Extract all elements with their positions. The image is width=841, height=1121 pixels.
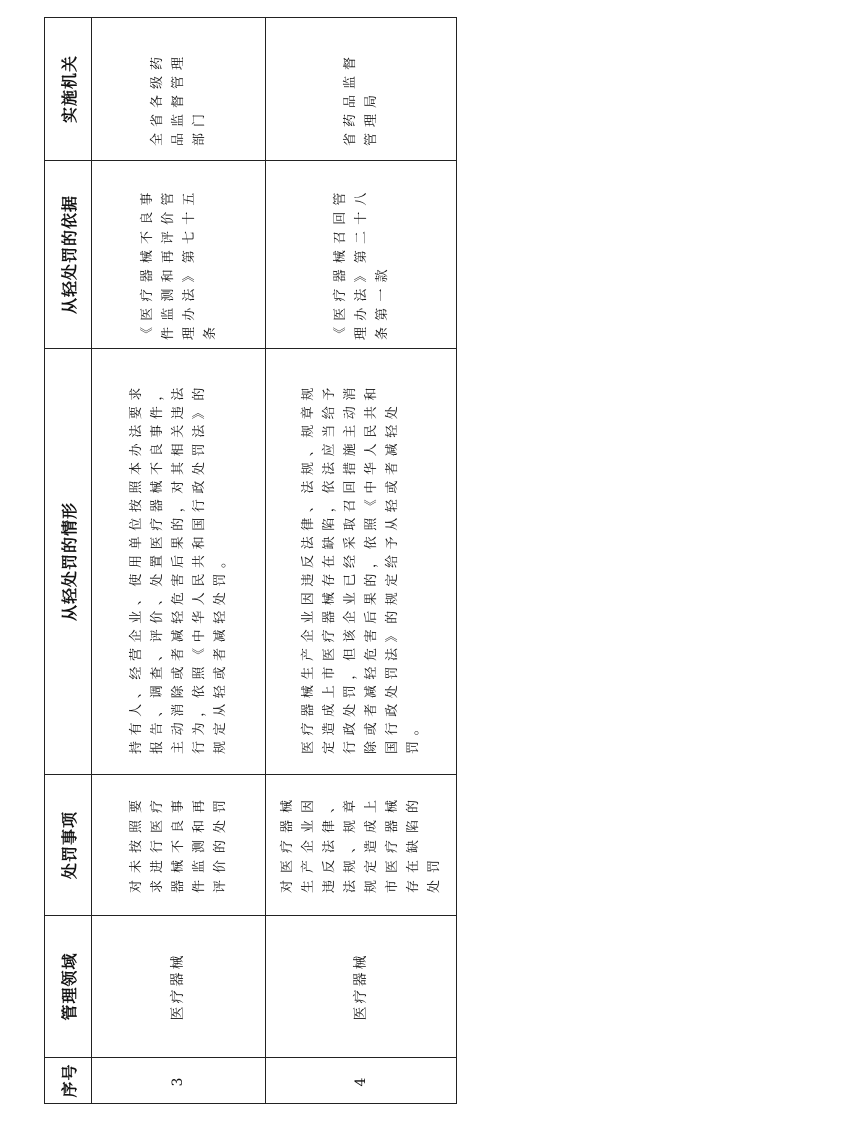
cell-seq: 4 (266, 1058, 457, 1104)
header-seq: 序号 (45, 1058, 92, 1104)
header-matter: 处罚事项 (45, 775, 92, 916)
cell-seq: 3 (92, 1058, 266, 1104)
header-basis: 从轻处罚的依据 (45, 161, 92, 349)
cell-basis: 《医疗器械召回管理办法》第二十八条第一款 (266, 161, 457, 349)
cell-matter: 对医疗器械生产企业因违反法律、法规、规章规定造成上市医疗器械存在缺陷的处罚 (266, 775, 457, 916)
cell-authority: 省药品监督管理局 (266, 18, 457, 161)
header-domain: 管理领域 (45, 916, 92, 1058)
header-authority: 实施机关 (45, 18, 92, 161)
cell-domain: 医疗器械 (266, 916, 457, 1058)
header-row (45, 18, 92, 1104)
table-row (92, 18, 266, 1104)
cell-matter: 对未按照要求进行医疗器械不良事件监测和再评价的处罚 (92, 775, 266, 916)
header-situation: 从轻处罚的情形 (45, 349, 92, 775)
cell-situation: 医疗器械生产企业因违反法律、法规、规章规定造成上市医疗器械存在缺陷，依法应当给予行政处罚，但该企业已经采取召回措施主动消除或者减轻危害后果的，依照《中华人民共和国行政处罚法》的规定给予从轻或者减轻处罚。 (266, 349, 457, 775)
cell-authority: 全省各级药品监督管理部门 (92, 18, 266, 161)
cell-basis: 《医疗器械不良事件监测和再评价管理办法》第七十五条 (92, 161, 266, 349)
cell-domain: 医疗器械 (92, 916, 266, 1058)
penalty-table (44, 17, 457, 1104)
rotated-page (44, 18, 455, 1104)
cell-situation: 持有人、经营企业、使用单位按照本办法要求报告、调查、评价、处置医疗器械不良事件，主动消除或者减轻危害后果的，对其相关违法行为，依照《中华人民共和国行政处罚法》的规定从轻或者减轻处罚。 (92, 349, 266, 775)
table-row (266, 18, 457, 1104)
